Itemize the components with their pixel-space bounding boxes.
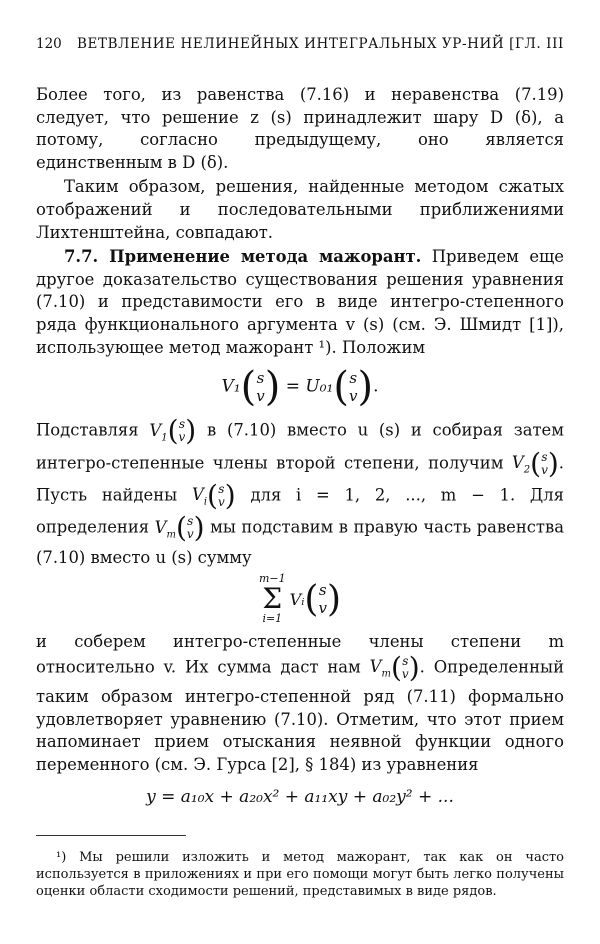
paragraph-6: и соберем интегро-степенные члены степени m относительно v. Их сумма даст нам $V_m$( s v ). Определенный таким образом интегро-степенной ряд (7.11) формально удовлетворяет уравнению (7.10). Отметим, что этот прием напоминает прием отыскания неявной функции одного переменного (см. Э. Гурса [2], § 184) из уравнения (36, 632, 564, 774)
running-title: ВЕТВЛЕНИЕ НЕЛИНЕЙНЫХ ИНТЕГРАЛЬНЫХ УР-НИЙ [ГЛ. III (77, 36, 564, 52)
section-heading: 7.7. Применение метода мажорант. (64, 247, 422, 267)
paragraph-2: Таким образом, решения, найденные методом сжатых отображений и последовательными приближениями Лихтенштейна, совпадают. (36, 177, 564, 242)
footnote: ¹) Мы решили изложить и метод мажорант, так как он часто используется в приложениях и при его помощи могут быть легко получены оценки области сходимости решений, представимых в виде рядов. (36, 849, 564, 899)
page-header (36, 36, 564, 52)
footnote-rule (36, 835, 186, 836)
page-number: 120 (36, 36, 62, 52)
paragraph-1: Более того, из равенства (7.16) и неравенства (7.19) следует, что решение z (s) принадлежит шару D (δ), а потому, согласно предыдущему, оно является единственным в D (δ). (36, 85, 564, 172)
paragraph-3 (36, 246, 564, 359)
sum-formula: m−1 Σ i=1 Vᵢ ( s v ) (258, 572, 341, 626)
series-equation: y = a₁₀x + a₂₀x² + a₁₁xy + a₀₂y² + ... (146, 786, 454, 807)
book-page (36, 36, 564, 913)
eq1-left: V₁ (221, 376, 241, 397)
display-equation-1: V₁( s v ) = U₀₁( s v ). (221, 364, 379, 411)
eq1-right: U₀₁ (305, 376, 334, 397)
paragraph-4: Подставляя $V_1$( s v ) в (7.10) вместо u (s) и собирая затем интегро-степенные члены второй степени, получим $V_2$( s v ). Пусть найдены $V_i$( s v ) для i = 1, 2, ..., m − 1. Для определения $V_m$( s v ) мы подставим в правую часть равенства (7.10) вместо u (s) сумму (36, 414, 565, 567)
paragraph-3-text: Приведем еще другое доказательство существования решения уравнения (7.10) и представимости его в виде интегро-степенного ряда функционального аргумента v (s) (см. Э. Шмидт [1]), использующее метод мажорант ¹). Положим (36, 247, 564, 357)
